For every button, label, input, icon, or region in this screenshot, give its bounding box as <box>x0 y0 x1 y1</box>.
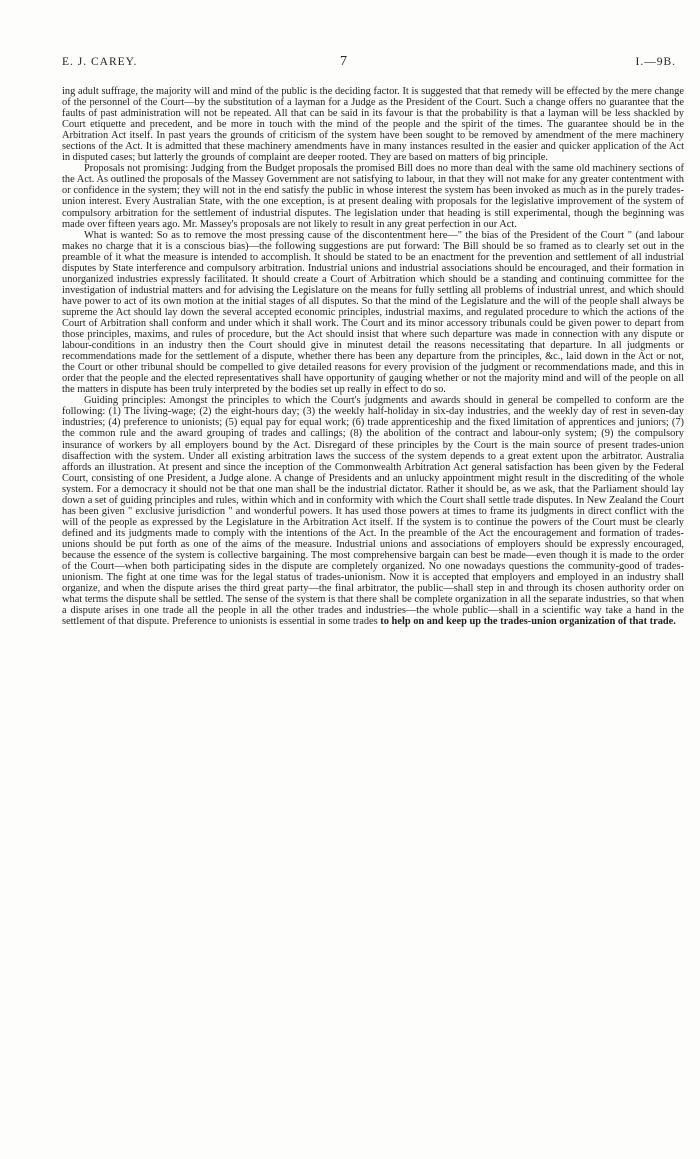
paragraph-final-line: to help on and keep up the trades-union organization of that trade. <box>380 616 676 628</box>
header-reference: I.—9B. <box>635 56 676 68</box>
paragraph-text: Guiding principles: Amongst the principles to which the Court's judgments and awards should in general be compelled to conform are the following: (1) The living-wage; (2) the eight-hours day; (3) the weekly half-holiday in six-day industries, and the weekly day of rest in seven-day industries; (4) preference to unionists; (5) equal pay for equal work; (6) trade apprenticeship and the fixed limitation of apprentices and juniors; (7) the common rule and the award grouping of trades and callings; (8) the abolition of the contract and labour-only system; (9) the compulsory insurance of workers by all employers bound by the Act. Disregard of these principles by the Court is the main source of present trades-union disaffection with the system. Under all existing arbitration laws the success of the system depends to a great extent upon the arbitrator. Australia affords an illustration. At present and since the inception of the Commonwealth Arbitration Act general satisfaction has been given by the Federal Court, consisting of one President, a Judge alone. A change of Presidents and an unlucky appointment might result in the discrediting of the whole system. For a democracy it should not be that one man shall be the industrial dictator. Rather it should be, as we ask, that the Parliament should lay down a set of guiding principles and rules, within which and in conformity with which the Court shall settle trade disputes. In New Zealand the Court has been given " exclusive jurisdiction " and wonderful powers. It has used those powers at times to frame its judgments in direct conflict with the will of the people as expressed by the Legislature in the Arbitration Act itself. If the system is to continue the powers of the Court must be clearly defined and its judgments made to comply with the intentions of the Act. In the preamble of the Act the encouragement and formation of trades-unions should be put forth as one of the aims of the measure. Industrial unions and associations of employers should be expressly encouraged, because the essence of the system is collective bargaining. The most comprehensive bargain can best be made—even though it is made to the order of the Court—when both participating sides in the dispute are completely organized. No one nowadays questions the community-good of trades-unionism. The fight at one time was for the legal status of trades-unionism. Now it is accepted that employers and employed in an industry shall organize, and when the dispute arises the third great party—the final arbitrator, the public—shall step in and through its chosen authority order on what terms the dispute shall be settled. The sense of the system is that there shall be complete organization in all the separate industries, so that when a dispute arises in one trade all the people in all the other trades and industries—the whole public—shall in a scientific way take a hand in the settlement of that dispute. Preference to unionists is essential in some trades <box>62 395 684 628</box>
paragraph: What is wanted: So as to remove the most pressing cause of the discontentment here—" the bias of the President of the Court " (and labour makes no charge that it is a conscious bias)—the following suggestions are put forward: The Bill should be so framed as to clearly set out in the preamble of it what the measure is intended to accomplish. It should be stated to be an enactment for the prevention and settlement of all industrial disputes by State interference and compulsory arbitration. Industrial unions and industrial associations should be encouraged, and their formation in unorganized industries expressly facilitated. It should create a Court of Arbitration which should be a standing and continuing committee for the investigation of industrial matters and for advising the Legislature on the means for fully settling all problems of industrial unrest, and which should have power to act of its own motion at the initial stages of all disputes. So that the mind of the Legislature and the will of the people shall always be supreme the Act should lay down the several accepted economic principles, industrial maxims, and regulated procedure to which the actions of the Court of Arbitration shall conform and under which it shall work. The Court and its minor accessory tribunals could be given power to depart from those principles, maxims, and rules of procedure, but the Act should insist that where such departure was made in connection with any dispute or labour-conditions in an industry then the Court should give in minutest detail the reasons necessitating that departure. In all judgments or recommendations made for the settlement of a dispute, whether there has been any departure from the principles, &c., laid down in the Act or not, the Court or other tribunal should be compelled to give detailed reasons for every provision of the judgment or recommendations made, and this in order that the people and the elected representatives shall have opportunity of gauging whether or not the majority mind and will of the people on all the matters in dispute has been truly interpreted by the bodies set up really in effect to do so. <box>62 229 684 396</box>
paragraph: ing adult suffrage, the majority will and mind of the public is the deciding factor. It is suggested that that remedy will be effected by the mere change of the personnel of the Court—by the substitution of a layman for a Judge as the President of the Court. Such a change offers no guarantee that the faults of past administration will not be repeated. All that can be said in its favour is that the probability is that a layman will be less shackled by Court etiquette and precedent, and be more in touch with the mind of the people and the spirit of the times. The guarantee should be in the Arbitration Act itself. In past years the grounds of criticism of the system have been sought to be removed by amendment of the mere machinery sections of the Act. It is admitted that these machinery amendments have in many instances resulted in the easier and quicker application of the Act in disputed cases; but latterly the grounds of complaint are deeper rooted. They are based on matters of big principle. <box>62 86 684 164</box>
paragraph <box>62 395 684 627</box>
paragraph: Proposals not promising: Judging from the Budget proposals the promised Bill does no more than deal with the same old machinery sections of the Act. As outlined the proposals of the Massey Government are not satisfying to labour, in that they will not make for any greater contentment with or confidence in the system; they will not in the end satisfy the public in whose interest the system has been invoked as much as in the purely trades-union interest. Every Australian State, with the one exception, is at present dealing with proposals for the legislative improvement of the system of compulsory arbitration for the settlement of industrial disputes. The legislation under that heading is still experimental, though the beginning was made over fifteen years ago. Mr. Massey's proposals are not likely to result in any great perfection in our Act. <box>62 163 684 230</box>
page-number: 7 <box>340 54 347 69</box>
page-header <box>62 56 676 72</box>
header-author: E. J. CAREY. <box>62 56 138 68</box>
body-text <box>62 86 684 627</box>
